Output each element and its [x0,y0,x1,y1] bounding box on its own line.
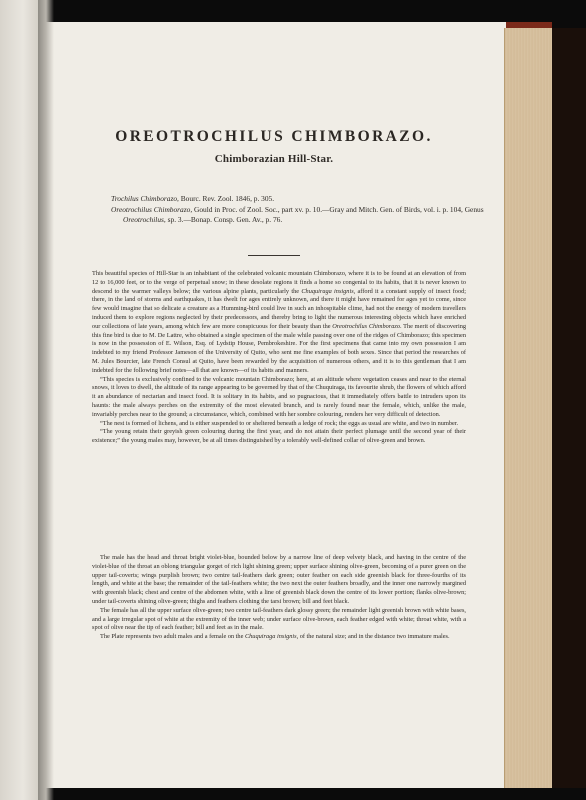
synonym-2-name: Oreotrochilus Chimborazo, [111,204,193,214]
left-page [0,0,42,800]
para1-italic-1: Chuquiraga insignis [301,287,354,295]
synonymy [111,194,491,226]
synonym-2-genus: Oreotrochilus, [123,215,166,224]
paragraph-intro [92,270,466,376]
para1-text-1: This beautiful species of Hill-Star is an inhabitant of the celebrated volcanic mountain Chimborazo, where it is to be found at an elevation of from 12 to 16,000 feet, or to the verge of perpetual snow; in these desolate regions it finds a home so congenial to its habits, that it is never known to descend to the warmer valleys below; the various alpine plants, particularly the [92,270,466,295]
paragraph-male: The male has the head and throat bright violet-blue, bounded below by a narrow line of deep velvety black, and having in the centre of the violet-blue of the throat an oblong triangular gorget of rich light shining green; upper surface shining olive-green, becoming of a purer green on the upper tail-coverts; wings purplish brown; two centre tail-feathers dark green; outer feather on each side greenish black for three-fourths of its length, and white at the base; the remainder of the tail-feathers white; the two next the outer feathers broadly, and the inner one narrowly margined with greenish black; chest and centre of the abdomen white, with a line of greenish black down the centre of its lower portion; flanks olive-brown; under tail-coverts shining olive-green; thighs and feathers clothing the tarsi brown; bill and feet black. [92,554,466,605]
synonym-2-ref-2: sp. 3.—Bonap. Consp. Gen. Av., p. 76. [165,215,283,224]
page-title: OREOTROCHILUS CHIMBORAZO. [115,128,433,145]
page-subtitle: Chimborazian Hill-Star. [214,153,334,165]
paragraph-habits: “This species is exclusively confined to the volcanic mountain Chimborazo; here, at an altitude where vegetation ceases and near to the eternal snows, it loves to dwell, the altitude of its range appearing to be governed by that of the Chuquiraga, its favourite shrub, the flowers of which afford it an abundance of nectarian and insect food. It is solitary in its habits, and so pugnacious, that it immediately offers battle to intruders upon its haunts: the male always perches on the extremity of the most elevated branch, and is rarely found near the female, which, unlike the male, invariably perches near to the ground; a circumstance, which, combined with her sombre colouring, renders her very difficult of detection. [92,375,466,418]
page-edges [504,28,553,788]
synonym-1-ref: Bourc. Rev. Zool. 1846, p. 305. [178,194,275,203]
book-cover-edge [552,28,586,788]
paragraph-female: The female has all the upper surface olive-green; two centre tail-feathers dark glossy green; the remainder light greenish brown with white bases, and a large irregular spot of white at the extremity of the inner web; under surface olive-brown, each feather edged with white; throat white, with a spot of olive near the tip of each feather; bill and feet as in the male. [92,606,466,632]
paragraph-young: “The young retain their greyish green colouring during the first year, and do not attain their perfect plumage until the second year of their existence;” the young males may, however, be at all times distinguished by a tolerably well-defined collar of olive-green and brown. [92,428,466,445]
paragraph-plate [92,633,466,642]
para1-italic-2: Oreotrochilus Chimborazo [332,322,400,330]
book-page [42,22,506,788]
para7-text-1: The Plate represents two adult males and a female on the [100,633,245,641]
body-text [92,270,466,446]
para1-text-3: . The merit of discovering this fine bird is due to M. De Lattre, who obtained a single specimen of the male while passing over one of the ridges of Chimborazo; this specimen is now in the possession of E. Wilson, Esq. of Lydstip House, Pembrokeshire. For the first specimens that came into my own possession I am indebted to my friend Professor Jameson of the University of Quito, who sent me fine examples of both sexes. Since that period the researches of M. Jules Bourcier, late French Consul at Quito, have been rewarded by the acquisition of numerous others, and it is to this gentleman that I am indebted for the following brief notes—all that are known—of its habits and manners. [92,322,467,374]
synonym-2-ref: Gould in Proc. of Zool. Soc., part xv. p. 10.—Gray and Mitch. Gen. of Birds, vol. i. p. 104, Genus [192,204,484,214]
description-text [92,554,466,642]
spine-shadow [38,0,54,800]
para7-italic: Chuquiraga insignis [244,633,297,641]
para1-text-2: , afford it a constant supply of insect food; there, in the land of storms and earthquakes, it has dwelt for ages entirely unknown, and there it might have remained for ages yet to come, since few would imagine that so delicate a creature as a Humming-bird could live in such an inhospitable clime, had not the energy of modern travellers induced them to explore regions neglected by their predecessors, and thereby bring to light the numerous interesting objects which have enriched our collections of late years, among which few are more conspicuous for their beauty than the [92,287,467,330]
synonym-1 [111,194,491,205]
title-divider [248,255,300,256]
para7-text-2: , of the natural size; and in the distance two immature males. [296,633,450,641]
synonym-1-name: Trochilus Chimborazo, [111,194,179,203]
paragraph-nest: “The nest is formed of lichens, and is either suspended to or sheltered beneath a ledge of rock; the eggs as usual are white, and two in number. [100,419,459,427]
synonym-2 [111,205,491,226]
